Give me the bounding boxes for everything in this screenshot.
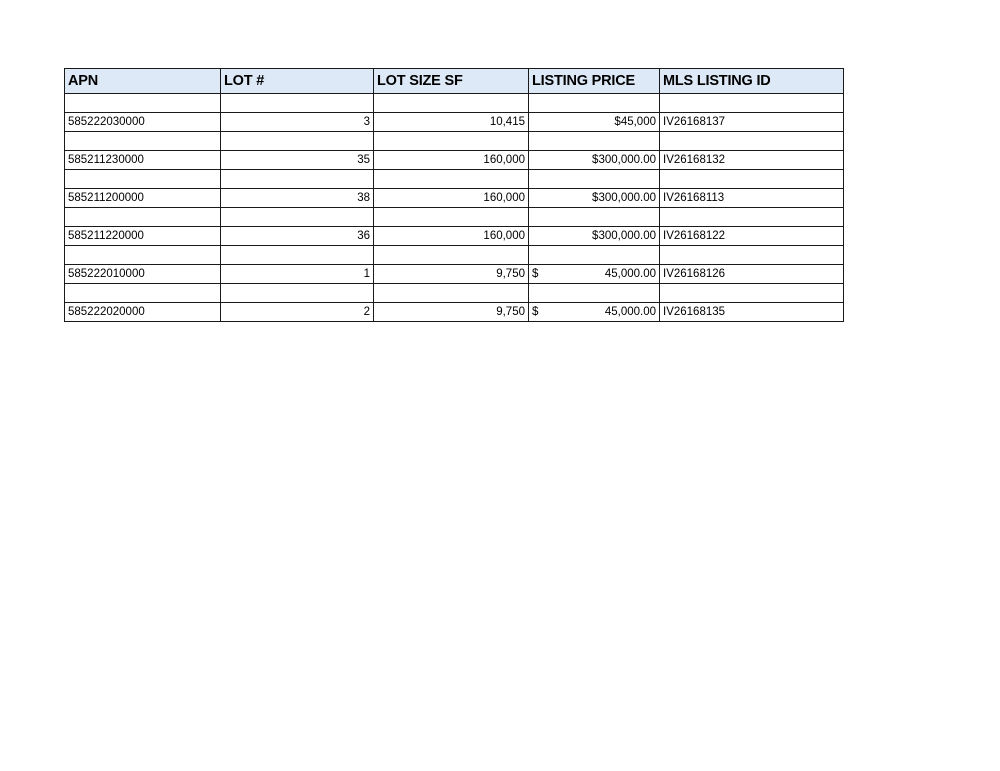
empty-cell bbox=[65, 170, 221, 189]
header-lot-size: LOT SIZE SF bbox=[374, 69, 529, 94]
empty-cell bbox=[374, 94, 529, 113]
spacer-row bbox=[65, 94, 844, 113]
lot-size-cell: 9,750 bbox=[374, 303, 529, 322]
empty-cell bbox=[374, 208, 529, 227]
spacer-row bbox=[65, 132, 844, 151]
mls-listing-id-cell: IV26168122 bbox=[660, 227, 844, 246]
table-row bbox=[65, 227, 844, 246]
empty-cell bbox=[374, 246, 529, 265]
empty-cell bbox=[660, 132, 844, 151]
empty-cell bbox=[221, 170, 374, 189]
empty-cell bbox=[529, 284, 660, 303]
price-amount: 45,000.00 bbox=[604, 306, 656, 318]
lot-number-cell: 36 bbox=[221, 227, 374, 246]
empty-cell bbox=[374, 132, 529, 151]
table-row bbox=[65, 265, 844, 284]
lot-number-cell: 2 bbox=[221, 303, 374, 322]
listing-price-cell: $300,000.00 bbox=[529, 227, 660, 246]
spacer-row bbox=[65, 284, 844, 303]
header-row bbox=[65, 69, 844, 94]
lot-number-cell: 35 bbox=[221, 151, 374, 170]
table-row bbox=[65, 113, 844, 132]
empty-cell bbox=[374, 284, 529, 303]
table-row bbox=[65, 151, 844, 170]
apn-cell: 585222020000 bbox=[65, 303, 221, 322]
mls-listing-id-cell: IV26168113 bbox=[660, 189, 844, 208]
header-apn: APN bbox=[65, 69, 221, 94]
lot-number-cell: 3 bbox=[221, 113, 374, 132]
header-mls-listing-id: MLS LISTING ID bbox=[660, 69, 844, 94]
apn-cell: 585211220000 bbox=[65, 227, 221, 246]
listing-price-cell: $300,000.00 bbox=[529, 189, 660, 208]
lot-size-cell: 9,750 bbox=[374, 265, 529, 284]
lot-size-cell: 160,000 bbox=[374, 151, 529, 170]
apn-cell: 585211230000 bbox=[65, 151, 221, 170]
spacer-row bbox=[65, 170, 844, 189]
listing-price-cell: $45,000 bbox=[529, 113, 660, 132]
apn-cell: 585222010000 bbox=[65, 265, 221, 284]
header-lot-number: LOT # bbox=[221, 69, 374, 94]
empty-cell bbox=[221, 284, 374, 303]
empty-cell bbox=[65, 208, 221, 227]
empty-cell bbox=[221, 208, 374, 227]
listing-price-cell bbox=[529, 265, 660, 284]
empty-cell bbox=[374, 170, 529, 189]
empty-cell bbox=[660, 246, 844, 265]
lot-number-cell: 38 bbox=[221, 189, 374, 208]
empty-cell bbox=[65, 284, 221, 303]
empty-cell bbox=[529, 208, 660, 227]
empty-cell bbox=[529, 246, 660, 265]
empty-cell bbox=[660, 170, 844, 189]
table-row bbox=[65, 189, 844, 208]
empty-cell bbox=[65, 246, 221, 265]
empty-cell bbox=[529, 132, 660, 151]
empty-cell bbox=[529, 170, 660, 189]
empty-cell bbox=[221, 132, 374, 151]
mls-listing-id-cell: IV26168135 bbox=[660, 303, 844, 322]
mls-listing-id-cell: IV26168137 bbox=[660, 113, 844, 132]
listing-table bbox=[64, 68, 844, 322]
lot-size-cell: 160,000 bbox=[374, 227, 529, 246]
empty-cell bbox=[660, 94, 844, 113]
currency-symbol: $ bbox=[532, 268, 539, 280]
empty-cell bbox=[65, 94, 221, 113]
price-accounting-format bbox=[532, 306, 656, 318]
empty-cell bbox=[221, 94, 374, 113]
apn-cell: 585222030000 bbox=[65, 113, 221, 132]
currency-symbol: $ bbox=[532, 306, 539, 318]
price-accounting-format bbox=[532, 268, 656, 280]
table-row bbox=[65, 303, 844, 322]
empty-cell bbox=[660, 208, 844, 227]
price-amount: 45,000.00 bbox=[604, 268, 656, 280]
lot-number-cell: 1 bbox=[221, 265, 374, 284]
spacer-row bbox=[65, 208, 844, 227]
header-listing-price: LISTING PRICE bbox=[529, 69, 660, 94]
spacer-row bbox=[65, 246, 844, 265]
listing-price-cell: $300,000.00 bbox=[529, 151, 660, 170]
mls-listing-id-cell: IV26168132 bbox=[660, 151, 844, 170]
mls-listing-id-cell: IV26168126 bbox=[660, 265, 844, 284]
empty-cell bbox=[221, 246, 374, 265]
apn-cell: 585211200000 bbox=[65, 189, 221, 208]
lot-size-cell: 160,000 bbox=[374, 189, 529, 208]
listing-price-cell bbox=[529, 303, 660, 322]
empty-cell bbox=[660, 284, 844, 303]
empty-cell bbox=[529, 94, 660, 113]
lot-size-cell: 10,415 bbox=[374, 113, 529, 132]
empty-cell bbox=[65, 132, 221, 151]
